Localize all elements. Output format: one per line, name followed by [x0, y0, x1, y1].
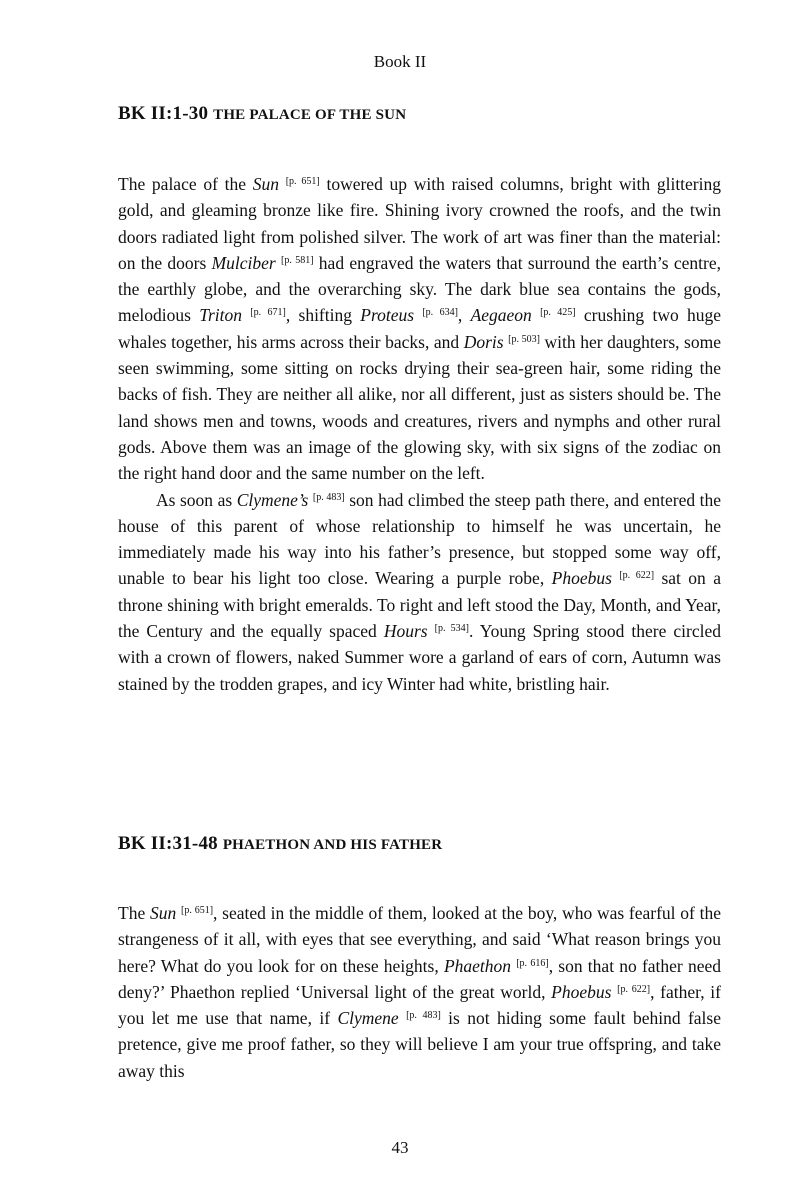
section-heading	[118, 833, 442, 855]
text-run: sat on a throne shining with bright emeralds. To right and left stood the Day, Month, and Year, the Century and the equally spaced	[118, 568, 721, 642]
italic-name: Phaethon	[443, 955, 512, 976]
italic-name: Phoebus	[551, 568, 612, 589]
text-run: . Young Spring stood there circled with a crown of flowers, naked Summer wore a garland of ears of corn, Autumn was stained by the trodden grapes, and icy Winter had white, bristling hair.	[118, 621, 721, 694]
section-body	[118, 900, 721, 1084]
text-run: The palace of the	[118, 174, 253, 194]
italic-name: Phoebus	[551, 981, 612, 1002]
text-run	[279, 174, 286, 194]
running-head: Book II	[373, 52, 427, 71]
text-run: , shifting	[285, 305, 361, 326]
section-id: BK II:31-48	[118, 833, 218, 854]
page-ref-link[interactable]: [p. 622]	[617, 983, 651, 995]
paragraph	[118, 171, 721, 487]
italic-name: Proteus	[360, 305, 415, 326]
page-ref-link[interactable]: [p. 622]	[619, 570, 655, 582]
italic-name: Hours	[383, 621, 428, 642]
page-ref-link[interactable]: [p. 503]	[508, 333, 540, 345]
text-run	[428, 621, 435, 641]
text-run: is not hiding some fault behind false pretence, give me proof father, so they will believe I am your true offspring, and take away this	[118, 1008, 722, 1081]
page-ref-link[interactable]: [p. 483]	[312, 491, 345, 503]
section-body	[118, 171, 721, 697]
text-run: crushing two huge whales together, his arms across their backs, and	[118, 305, 721, 352]
italic-name: Mulciber	[211, 252, 276, 273]
italic-name: Clymene	[337, 1008, 399, 1029]
italic-name: Clymene’s	[236, 489, 309, 510]
italic-name: Sun	[252, 174, 279, 194]
italic-name: Aegaeon	[470, 305, 532, 326]
italic-name: Doris	[463, 331, 504, 352]
page-ref-link[interactable]: [p. 425]	[540, 307, 576, 319]
section-heading	[118, 103, 406, 125]
page-ref-link[interactable]: [p. 616]	[516, 957, 549, 969]
text-run: , father, if you let me use that name, if	[118, 981, 721, 1029]
page-ref-link[interactable]: [p. 671]	[250, 307, 286, 319]
text-run	[532, 305, 540, 325]
section-title: PHAETHON AND HIS FATHER	[222, 837, 443, 853]
text-run	[399, 1008, 406, 1028]
page-number: 43	[391, 1138, 409, 1157]
page-ref-link[interactable]: [p. 581]	[280, 254, 314, 266]
text-run: As soon as	[156, 489, 237, 510]
italic-name: Triton	[199, 305, 243, 326]
paragraph	[118, 487, 721, 697]
text-run: had engraved the waters that surround the earth’s centre, the earthly globe, and the overarching sky. The dark blue sea contains the gods, melodious	[118, 252, 721, 326]
italic-name: Sun	[149, 903, 177, 923]
paragraph	[118, 900, 721, 1084]
text-run: , seated in the middle of them, looked at the boy, who was fearful of the strangeness of it all, with eyes that see everything, and said ‘What reason brings you here? What do you look for on these heights,	[118, 903, 721, 976]
text-run: , son that no father need deny?’ Phaethon replied ‘Universal light of the great world,	[118, 955, 721, 1002]
page-ref-link[interactable]: [p. 534]	[434, 623, 469, 635]
page-ref-link[interactable]: [p. 651]	[285, 176, 320, 187]
text-run: son had climbed the steep path there, and entered the house of this parent of whose relationship to himself he was uncertain, he immediately made his way into his father’s presence, but stopped some way off, unable to bear his light too close. Wearing a purple robe,	[118, 489, 722, 589]
text-run: towered up with raised columns, bright with glittering gold, and gleaming bronze like fire. Shining ivory crowned the roofs, and the twin doors radiated light from polished silver. The work of art was finer than the material: on the doors	[118, 174, 721, 273]
page-ref-link[interactable]: [p. 634]	[422, 307, 458, 319]
text-run: ,	[457, 305, 471, 326]
section-id: BK II:1-30	[118, 103, 209, 124]
text-run: The	[118, 903, 150, 923]
page-ref-link[interactable]: [p. 483]	[406, 1010, 441, 1022]
text-run: with her daughters, some seen swimming, some sitting on rocks drying their sea-green hair, some riding the backs of fish. They are neither all alike, nor all different, just as sisters should be. The land shows men and towns, woods and creatures, rivers and nymphs and other rural gods. Above them was an image of the glowing sky, with six signs of the zodiac on the right hand door and the same number on the left.	[118, 331, 721, 484]
page-ref-link[interactable]: [p. 651]	[180, 905, 214, 916]
section-title: THE PALACE OF THE SUN	[213, 107, 407, 123]
